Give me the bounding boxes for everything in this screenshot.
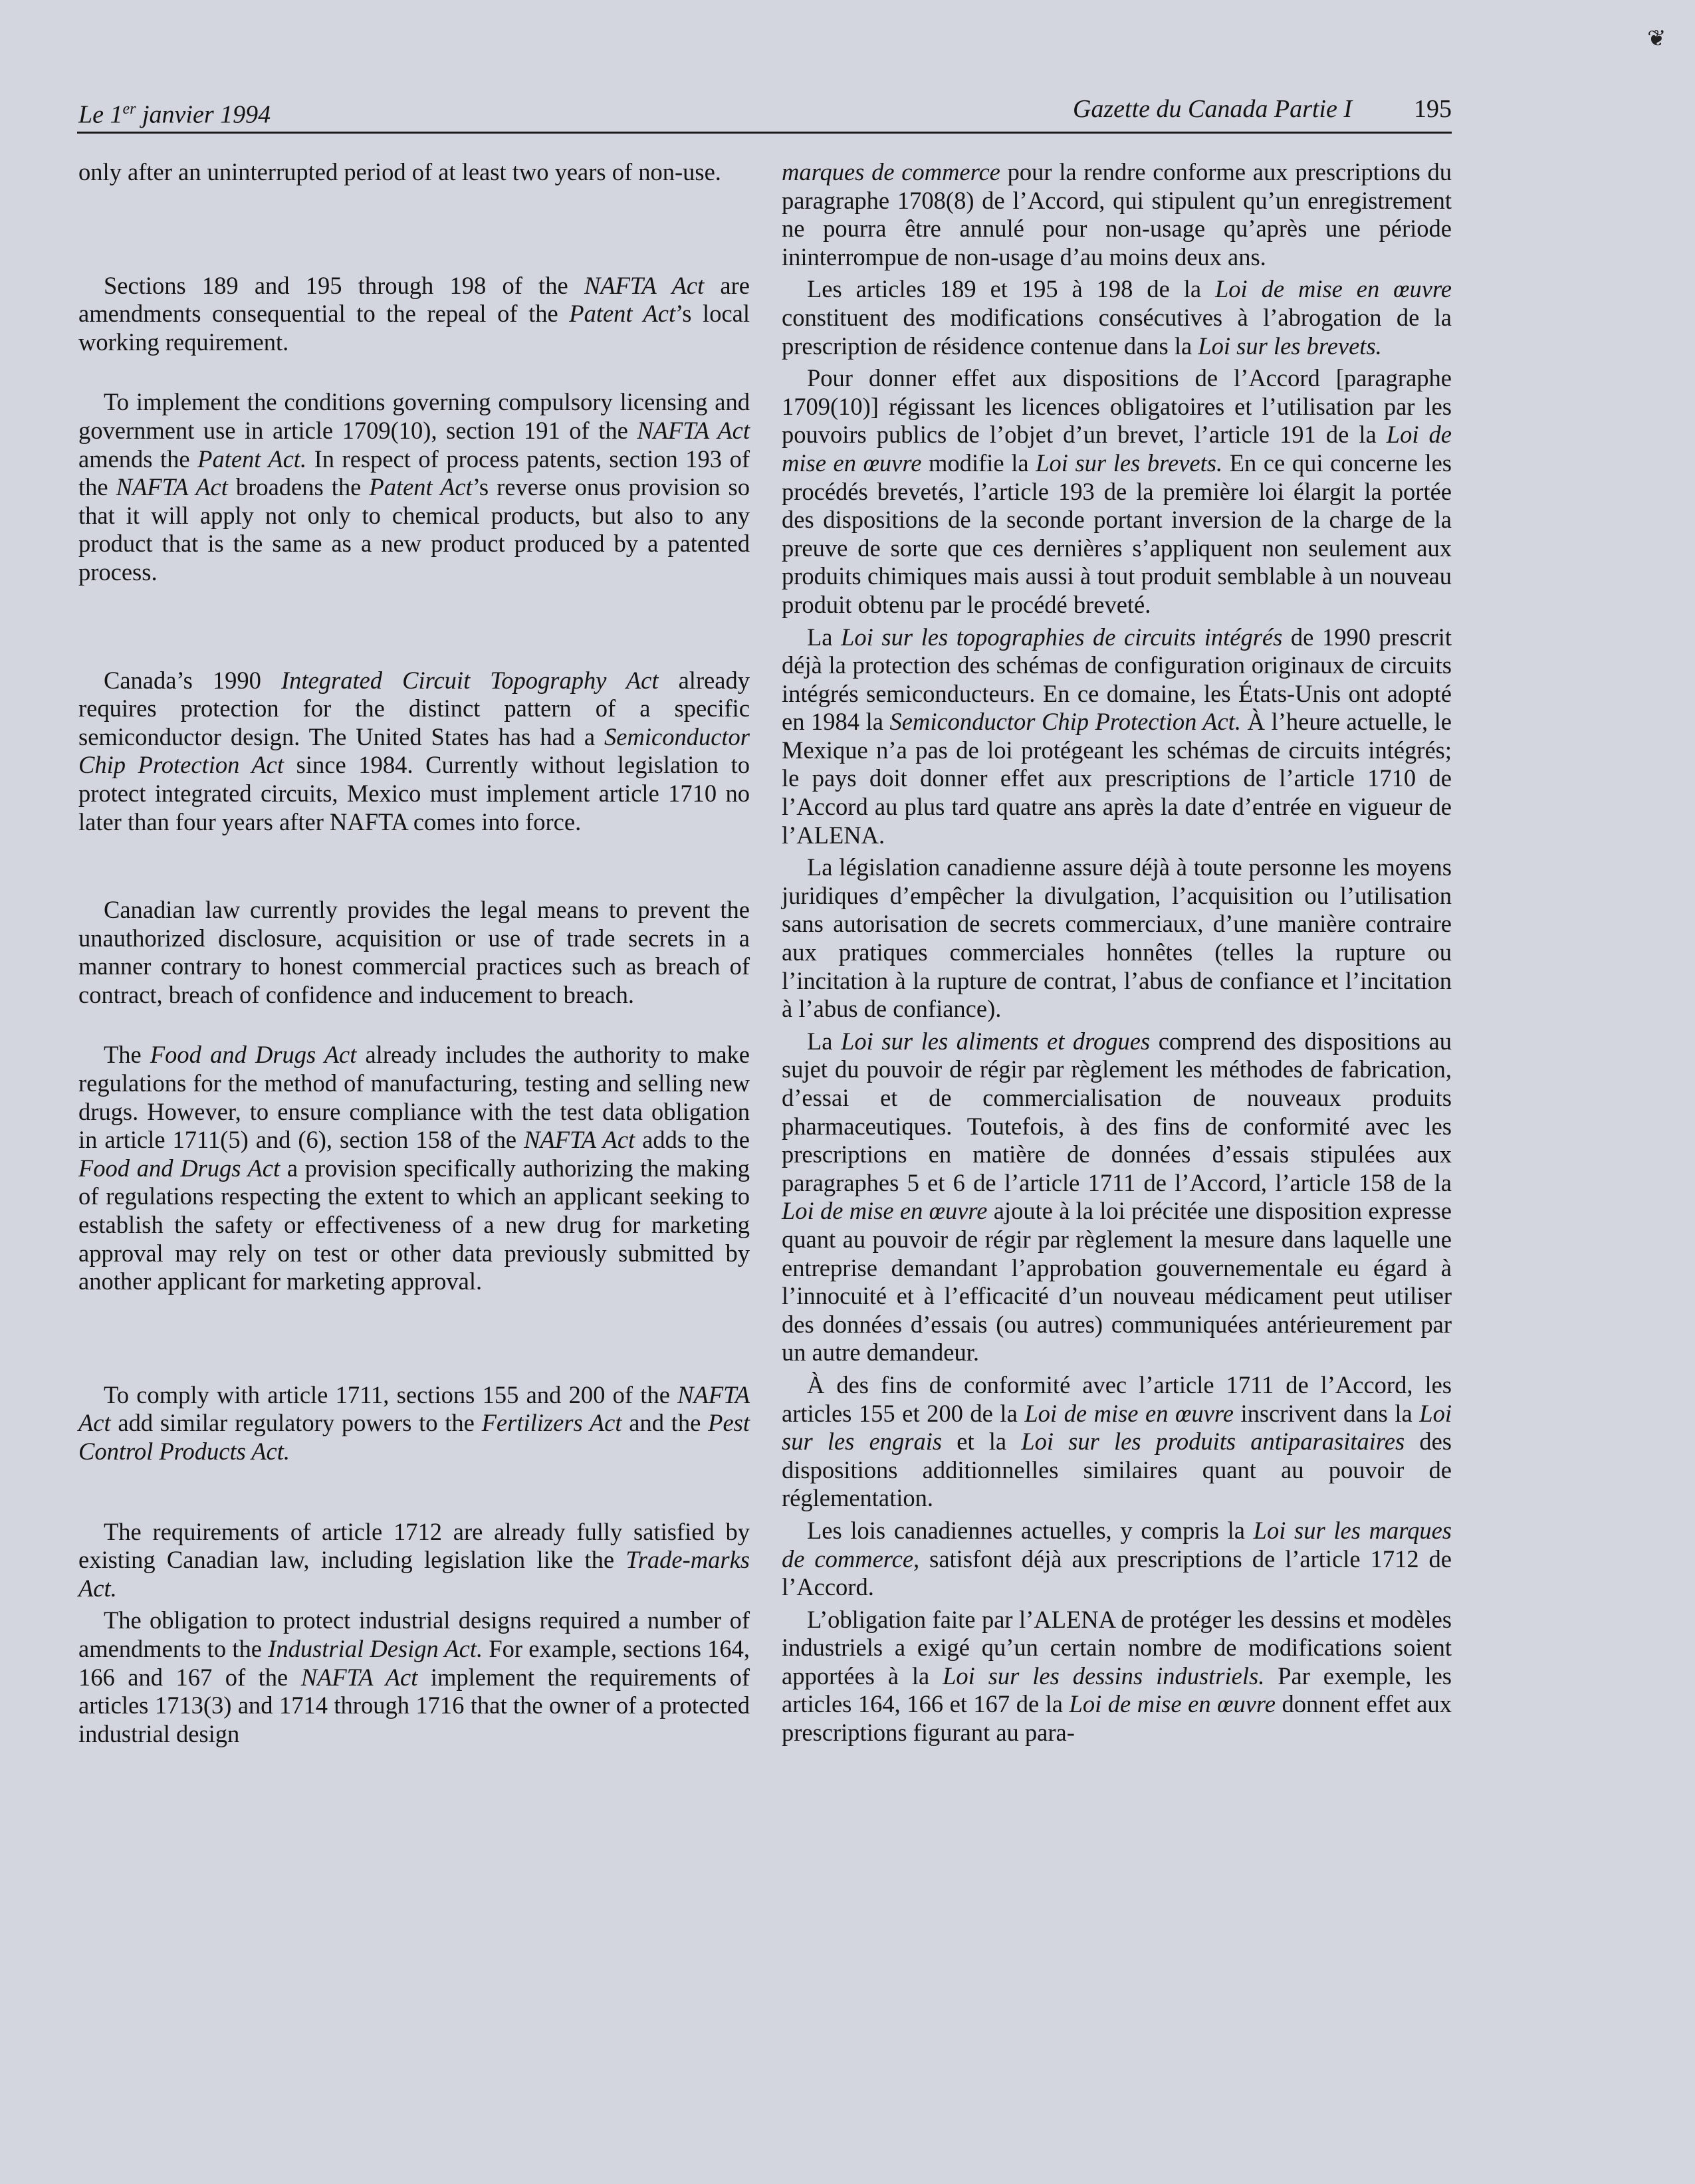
english-paragraph-9: The obligation to protect industrial designs required a number of amendments to the Industrial Design Act. For example, sections 164, 166 and 167 of the NAFTA Act implement the requirements of articles 1713(3) and 1714 through 1716 that the owner of a protected industrial design [78, 1606, 750, 1747]
english-paragraph-7: To comply with article 1711, sections 155 and 200 of the NAFTA Act add similar regulatory powers to the Fertilizers Act and the Pest Control Products Act. [78, 1380, 750, 1465]
french-paragraph-8: Les lois canadiennes actuelles, y compris la Loi sur les marques de commerce, satisfont déjà aux prescriptions de l’article 1712 de l’Accord. [782, 1516, 1452, 1601]
header-publication: Gazette du Canada Partie I [1072, 95, 1352, 123]
french-paragraph-2: Les articles 189 et 195 à 198 de la Loi de mise en œuvre constituent des modifications consécutives à l’abrogation de la prescription de résidence contenue dans la Loi sur les brevets. [782, 275, 1452, 360]
english-paragraph-4: Canada’s 1990 Integrated Circuit Topography Act already requires protection for the distinct pattern of a specific semiconductor design. The United States has had a Semiconductor Chip Protection Act since 1984. Currently without legislation to protect integrated circuits, Mexico must implement article 1710 no later than four years after NAFTA comes into force. [78, 666, 750, 835]
french-paragraph-6: La Loi sur les aliments et drogues comprend des dispositions au sujet du pouvoir de régir par règlement les méthodes de fabrication, d’essai et de commercialisation de nouveaux produits pharmaceutiques. Toutefois, à des fins de conformité avec les prescriptions en matière de données d’essais stipulées aux paragraphes 5 et 6 de l’article 1711 de l’Accord, l’article 158 de la Loi de mise en œuvre ajoute à la loi précitée une disposition expresse quant au pouvoir de régir par règlement la mesure dans laquelle une entreprise demandant l’approbation gouvernementale eu égard à l’innocuité et à l’efficacité d’un nouveau médicament peut utiliser des données d’essais (ou autres) communiquées antérieurement par un autre demandeur. [782, 1027, 1452, 1366]
header-rule [77, 132, 1452, 134]
french-paragraph-1: marques de commerce pour la rendre conforme aux prescriptions du paragraphe 1708(8) de l’Accord, qui stipulent qu’un enregistrement ne pourra être annulé pour non-usage qu’après une période ininterrompue de non-usage d’au moins deux ans. [782, 158, 1452, 271]
english-paragraph-1: only after an uninterrupted period of at least two years of non-use. [78, 158, 721, 185]
french-paragraph-3: Pour donner effet aux dispositions de l’Accord [paragraphe 1709(10)] régissant les licences obligatoires et l’utilisation par les pouvoirs publics de l’objet d’un brevet, l’article 191 de la Loi de mise en œuvre modifie la Loi sur les brevets. En ce qui concerne les procédés brevetés, l’article 193 de la première loi élargit la portée des dispositions de la seconde portant inversion de la charge de la preuve de sorte que ces dernières s’appliquent non seulement aux produits chimiques mais aussi à tout produit semblable à un nouveau produit obtenu par le procédé breveté. [782, 364, 1452, 618]
english-paragraph-6: The Food and Drugs Act already includes the authority to make regulations for the method of manufacturing, testing and selling new drugs. However, to ensure compliance with the test data obligation in article 1711(5) and (6), section 158 of the NAFTA Act adds to the Food and Drugs Act a provision specifically authorizing the making of regulations respecting the extent to which an applicant seeking to establish the safety or effectiveness of a new drug for marketing approval may rely on test or other data previously submitted by another applicant for marketing approval. [78, 1041, 750, 1295]
english-paragraph-2: Sections 189 and 195 through 198 of the NAFTA Act are amendments consequential to the repeal of the Patent Act’s local working requirement. [78, 271, 750, 356]
scan-speck: ❦ [1647, 27, 1666, 51]
french-paragraph-7: À des fins de conformité avec l’article 1711 de l’Accord, les articles 155 et 200 de la Loi de mise en œuvre inscrivent dans la Loi sur les engrais et la Loi sur les produits antiparasitaires des dispositions additionnelles similaires quant au pouvoir de réglementation. [782, 1370, 1452, 1512]
english-column [78, 158, 750, 1748]
english-paragraph-3: To implement the conditions governing compulsory licensing and government use in article 1709(10), section 191 of the NAFTA Act amends the Patent Act. In respect of process patents, section 193 of the NAFTA Act broadens the Patent Act’s reverse onus provision so that it will apply not only to chemical products, but also to any product that is the same as a new product produced by a patented process. [78, 388, 750, 586]
english-paragraph-5: Canadian law currently provides the legal means to prevent the unauthorized disclosure, acquisition or use of trade secrets in a manner contrary to honest commercial practices such as breach of contract, breach of confidence and inducement to breach. [78, 896, 750, 1008]
french-paragraph-9: L’obligation faite par l’ALENA de protéger les dessins et modèles industriels a exigé qu’un certain nombre de modifications soient apportées à la Loi sur les dessins industriels. Par exemple, les articles 164, 166 et 167 de la Loi de mise en œuvre donnent effet aux prescriptions figurant au para- [782, 1605, 1452, 1747]
header-date: Le 1er janvier 1994 [78, 100, 271, 129]
page-header [78, 88, 1452, 130]
english-paragraph-8: The requirements of article 1712 are already fully satisfied by existing Canadian law, including legislation like the Trade-marks Act. [78, 1517, 750, 1602]
french-paragraph-5: La législation canadienne assure déjà à toute personne les moyens juridiques d’empêcher la divulgation, l’acquisition ou l’utilisation sans autorisation de secrets commerciaux, d’une manière contraire aux pratiques commerciales honnêtes (telles la rupture ou l’incitation à la rupture de contrat, l’abus de confiance et l’incitation à l’abus de confiance). [782, 853, 1452, 1023]
french-paragraph-4: La Loi sur les topographies de circuits intégrés de 1990 prescrit déjà la protection des schémas de configuration originaux de circuits intégrés semiconducteurs. En ce domaine, les États-Unis ont adopté en 1984 la Semiconductor Chip Protection Act. À l’heure actuelle, le Mexique n’a pas de loi protégeant les schémas de circuits intégrés; le pays doit donner effet aux prescriptions de l’article 1710 de l’Accord au plus tard quatre ans après la date d’entrée en vigueur de l’ALENA. [782, 623, 1452, 849]
header-page-number: 195 [1414, 95, 1452, 123]
french-column [782, 158, 1452, 1751]
